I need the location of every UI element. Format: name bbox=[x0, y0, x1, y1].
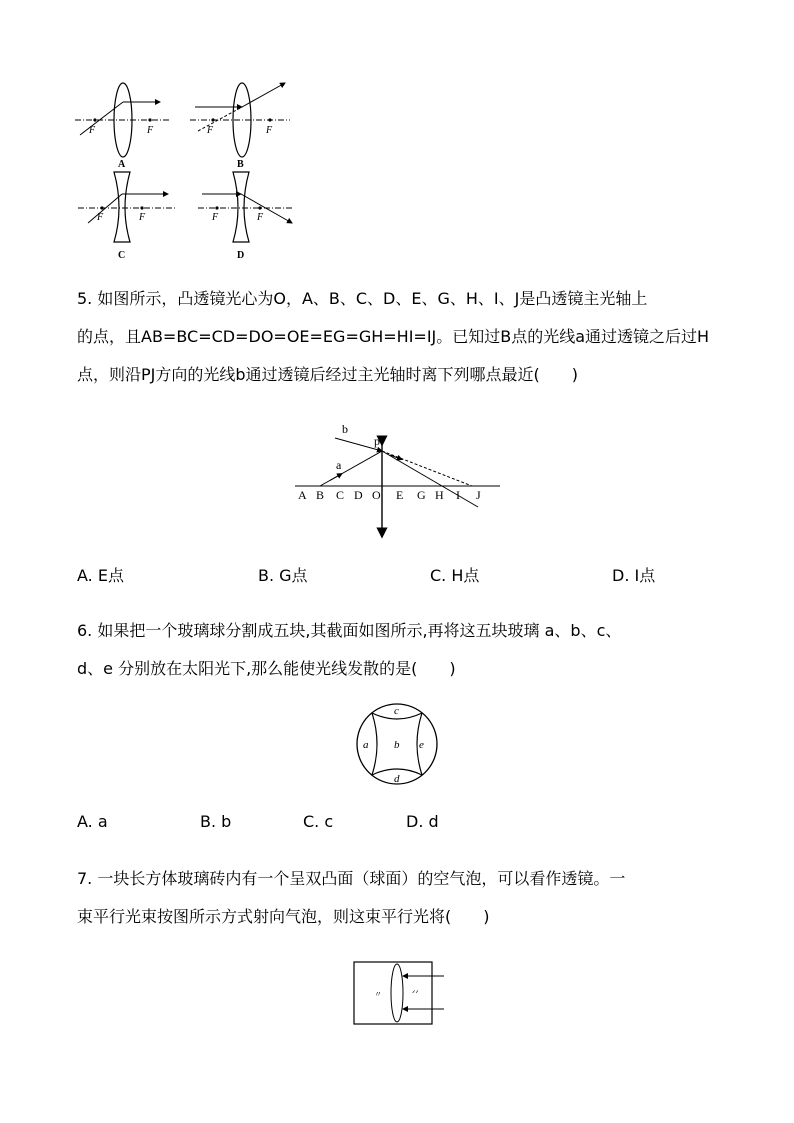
q5-line-1: 5. 如图所示，凸透镜光心为O，A、B、C、D、E、G、H、I、J是凸透镜主光轴上 bbox=[77, 289, 648, 308]
q6-line-1: 6. 如果把一个玻璃球分割成五块,其截面如图所示,再将这五块玻璃 a、b、c、 bbox=[77, 621, 622, 640]
svg-text:C: C bbox=[336, 488, 345, 502]
svg-text:A: A bbox=[298, 488, 307, 502]
svg-text:B: B bbox=[316, 488, 325, 502]
q7-line-2: 束平行光束按图所示方式射向气泡，则这束平行光将( ) bbox=[77, 907, 490, 926]
svg-text:J: J bbox=[476, 488, 481, 502]
piece-b-label: b bbox=[394, 739, 400, 751]
panel-label-b: B bbox=[237, 159, 244, 170]
q5-choice-a[interactable]: A. E点 bbox=[77, 566, 124, 585]
panel-c-concave-lens bbox=[78, 172, 175, 261]
piece-d-label: d bbox=[394, 773, 400, 785]
ray-a-label: a bbox=[336, 458, 342, 472]
q5-line-3: 点，则沿PJ方向的光线b通过透镜后经过主光轴时离下列哪点最近( ) bbox=[77, 365, 579, 384]
q6-choice-c[interactable]: C. c bbox=[303, 812, 334, 831]
svg-text:F: F bbox=[212, 212, 219, 223]
svg-text:I: I bbox=[456, 488, 460, 502]
q6-choice-b[interactable]: B. b bbox=[200, 812, 232, 831]
axis-point-labels bbox=[298, 488, 481, 502]
panel-label-a: A bbox=[118, 159, 126, 170]
svg-text:F: F bbox=[147, 125, 154, 136]
q5-choice-c[interactable]: C. H点 bbox=[430, 566, 480, 585]
lens-diagram-figure bbox=[70, 75, 310, 270]
piece-c-label: c bbox=[394, 705, 399, 717]
panel-d-concave-lens bbox=[198, 172, 292, 261]
svg-text:〃: 〃 bbox=[374, 990, 382, 999]
q5-choice-d[interactable]: D. I点 bbox=[612, 566, 656, 585]
panel-a-convex-lens bbox=[75, 83, 170, 170]
svg-text:H: H bbox=[435, 488, 444, 502]
q7-glass-brick-figure bbox=[350, 958, 450, 1028]
svg-text:ᐟᐟ: ᐟᐟ bbox=[412, 989, 419, 998]
svg-text:F: F bbox=[89, 125, 96, 136]
q6-glass-sphere-figure bbox=[355, 700, 439, 790]
svg-text:F: F bbox=[266, 125, 273, 136]
q5-choice-b[interactable]: B. G点 bbox=[258, 566, 308, 585]
q7-line-1: 7. 一块长方体玻璃砖内有一个呈双凸面（球面）的空气泡，可以看作透镜。一 bbox=[77, 869, 626, 888]
piece-a-label: a bbox=[363, 739, 369, 751]
point-p-label: p bbox=[374, 434, 380, 448]
q6-line-2: d、e 分别放在太阳光下,那么能使光线发散的是( ) bbox=[77, 659, 456, 678]
panel-label-c: C bbox=[118, 250, 126, 261]
panel-b-convex-lens bbox=[190, 83, 290, 170]
svg-text:G: G bbox=[417, 488, 426, 502]
svg-text:D: D bbox=[354, 488, 363, 502]
q6-choice-d[interactable]: D. d bbox=[406, 812, 439, 831]
svg-text:O: O bbox=[372, 488, 381, 502]
svg-text:E: E bbox=[396, 488, 404, 502]
q6-choice-a[interactable]: A. a bbox=[77, 812, 108, 831]
panel-label-d: D bbox=[237, 250, 245, 261]
svg-text:F: F bbox=[207, 125, 214, 136]
ray-b-label: b bbox=[342, 422, 348, 436]
q5-lens-figure bbox=[290, 415, 515, 545]
svg-text:F: F bbox=[257, 212, 264, 223]
svg-text:F: F bbox=[139, 212, 146, 223]
q5-line-2: 的点，且AB=BC=CD=DO=OE=EG=GH=HI=IJ。已知过B点的光线a通过透镜之后过H bbox=[77, 327, 710, 346]
svg-text:F: F bbox=[97, 212, 104, 223]
piece-e-label: e bbox=[419, 739, 424, 751]
